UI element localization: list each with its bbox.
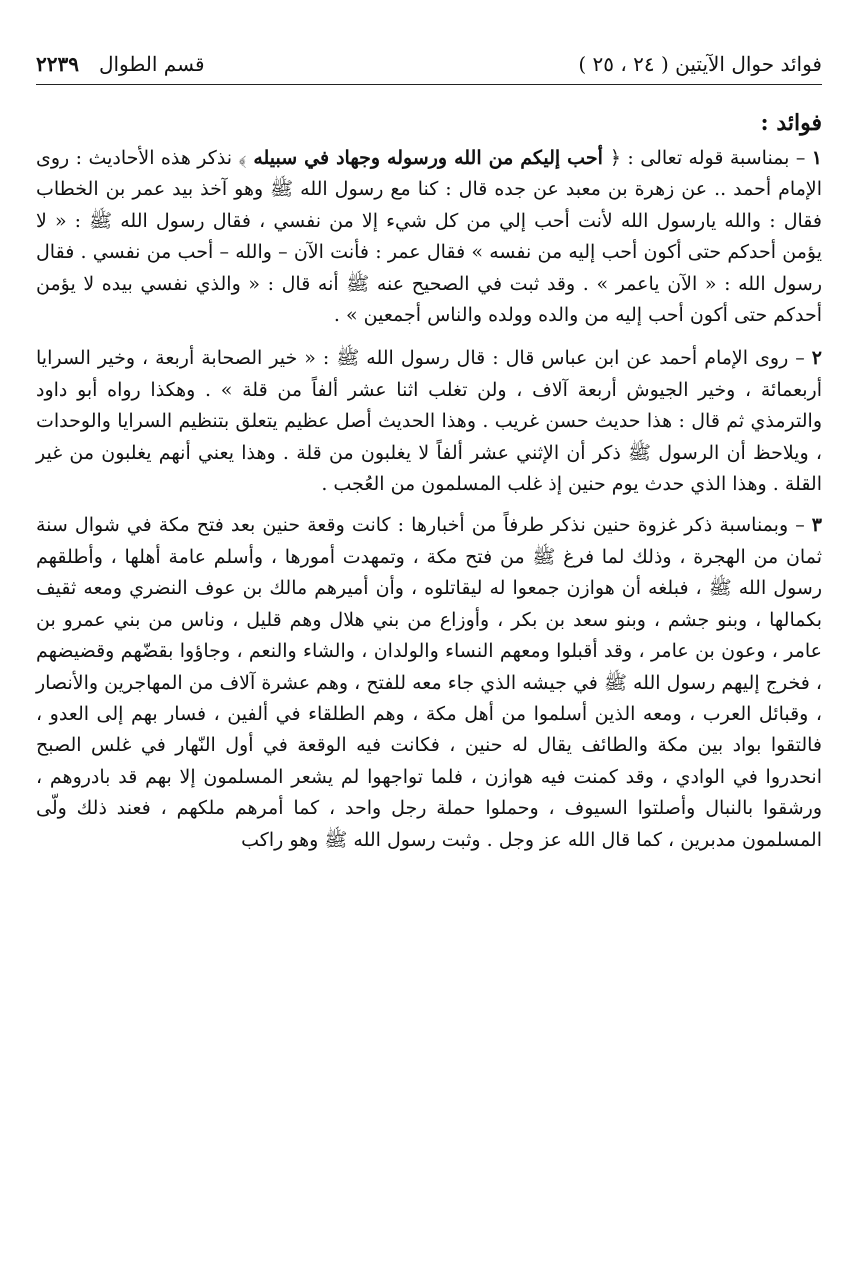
book-page — [36, 48, 822, 1258]
paragraph-2 — [36, 343, 822, 500]
verse-bracket-open: ﴿ — [609, 147, 621, 169]
page-number: ٢٢٣٩ — [36, 52, 79, 76]
running-head-title: فوائد حوال الآيتين ( ٢٤ ، ٢٥ ) — [578, 52, 822, 76]
quran-verse — [239, 147, 621, 169]
running-head-section: قسم الطوال — [98, 52, 205, 76]
paragraph-number: ٣ — [811, 514, 822, 537]
paragraph-3 — [36, 510, 822, 855]
paragraph-lead: – بمناسبة قوله تعالى : — [621, 147, 812, 169]
paragraph-number: ٢ — [811, 347, 822, 370]
verse-bracket-close: ﴾ — [238, 147, 247, 169]
section-heading: فوائد : — [760, 110, 822, 136]
paragraph-text: – وبمناسبة ذكر غزوة حنين نذكر طرفاً من أخبارها : كانت وقعة حنين بعد فتح مكة في شوال سنة ثمان من الهجرة ، وذلك لما فرغ ﷺ من فتح مكة ، وتمهدت أمورها ، وأسلم عامة أهلها ، وأطلقهم رسول الله ﷺ ، فبلغه أن هوازن جمعوا له ليقاتلوه ، وأن أميرهم مالك بن عوف النضري ومعه ثقيف بكمالها ، وبنو جشم ، وبنو سعد بن بكر ، وأوزاع من بني هلال وهم قليل ، وناس من بني عمرو بن عامر ، وعون بن عامر ، وقد أقبلوا ومعهم النساء والولدان ، والشاء والنعم ، وجاؤوا بقضّهم وقضيضهم ، فخرج إليهم رسول الله ﷺ في جيشه الذي جاء معه للفتح ، وهم عشرة آلاف من المهاجرين والأنصار ، وقبائل العرب ، ومعه الذين أسلموا من أهل مكة ، وهم الطلقاء في ألفين ، فسار بهم إلى العدو ، فالتقوا بواد بين مكة والطائف يقال له حنين ، فكانت فيه الوقعة في أول النّهار في غلس الصبح انحدروا في الوادي ، وقد كمنت فيه هوازن ، فلما تواجهوا لم يشعر المسلمون إلا بهم قد بادروهم ، ورشقوا بالنبال وأصلتوا السيوف ، وحملوا حملة رجل واحد ، كما أمرهم ملكهم ، فعند ذلك ولّى المسلمون مدبرين ، كما قال الله عز وجل . وثبت رسول الله ﷺ وهو راكب — [36, 514, 823, 851]
paragraph-text: نذكر هذه الأحاديث : روى الإمام أحمد .. عن زهرة بن معبد عن جده قال : كنا مع رسول الله ﷺ وهو آخذ بيد عمر بن الخطاب فقال : والله يارسول الله لأنت أحب إلي من كل شيء إلا من نفسي ، فقال رسول الله ﷺ : « لا يؤمن أحدكم حتى أكون أحب إليه من نفسه » فقال عمر : فأنت الآن – والله – أحب من نفسي . فقال رسول الله : « الآن ياعمر » . وقد ثبت في الصحيح عنه ﷺ أنه قال : « والذي نفسي بيده لا يؤمن أحدكم حتى أكون أحب إليه من والده وولده والناس أجمعين » . — [36, 147, 822, 327]
paragraph-1 — [36, 143, 822, 331]
paragraph-text: – روى الإمام أحمد عن ابن عباس قال : قال رسول الله ﷺ : « خير الصحابة أربعة ، وخير السرايا أربعمائة ، وخير الجيوش أربعة آلاف ، ولن تغلب اثنا عشر ألفاً من قلة » . وهكذا رواه أبو داود والترمذي ثم قال : هذا حديث حسن غريب . وهذا الحديث أصل عظيم يتعلق بتنظيم السرايا والوحدات ، ويلاحظ أن الرسول ﷺ ذكر أن الإثني عشر ألفاً لا يغلبون من قلة . وهذا يعني أنهم يغلبون من غير القلة . وهذا الذي حدث يوم حنين إذ غلب المسلمون من العُجب . — [36, 347, 822, 496]
header-rule — [36, 84, 822, 85]
paragraph-number: ١ — [811, 147, 823, 169]
running-head-left — [36, 48, 205, 80]
verse-text: أحب إليكم من الله ورسوله وجهاد في سبيله — [246, 147, 610, 169]
running-head — [36, 48, 822, 82]
